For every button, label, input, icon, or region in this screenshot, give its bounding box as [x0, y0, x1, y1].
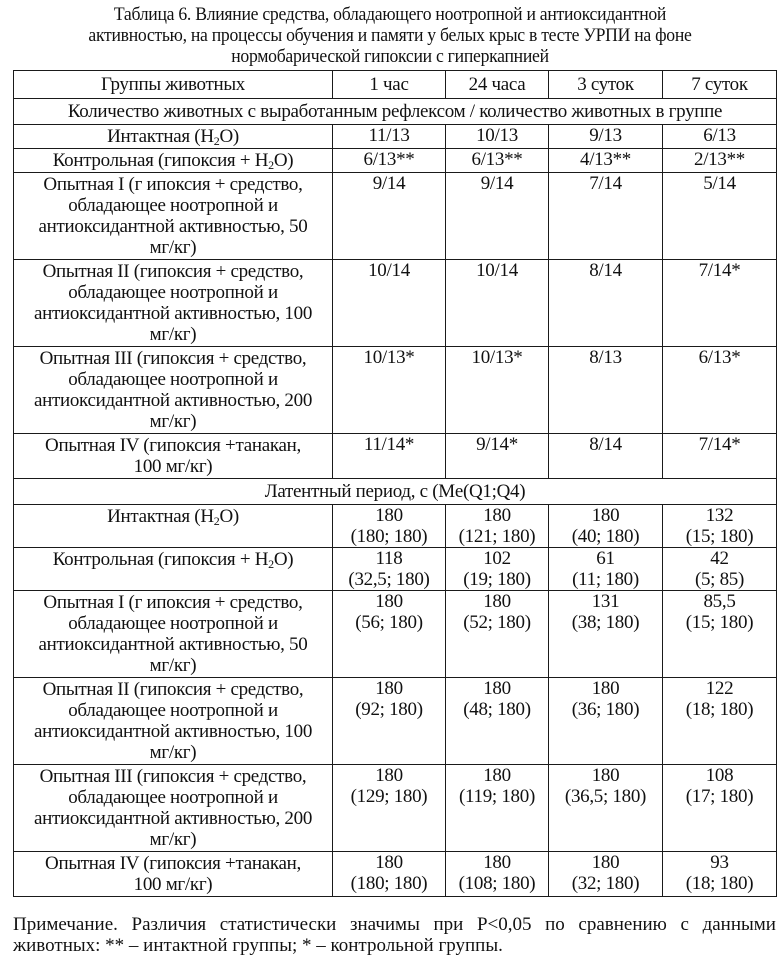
median-value: 131: [591, 591, 620, 612]
latency-value-cell: [333, 591, 446, 678]
section-header-row: [14, 99, 777, 125]
ratio-value-cell: 10/13*: [333, 347, 446, 434]
latency-value-cell: [549, 678, 663, 765]
ratio-value-cell: 9/14: [446, 173, 549, 260]
median-value: 180: [591, 505, 620, 526]
group-name-line: Опытная III (гипоксия + средство,: [39, 348, 307, 369]
ratio-value-cell: 7/14*: [663, 434, 777, 479]
section-title: Латентный период, с (Me(Q1;Q4): [14, 479, 777, 505]
note-word: с: [680, 914, 689, 935]
table-note: [13, 914, 776, 956]
table-row: [14, 260, 777, 347]
quartile-range: (32,5; 180): [348, 569, 430, 590]
median-value: 180: [591, 852, 620, 873]
median-value: 93: [710, 852, 729, 873]
table-row: [14, 548, 777, 591]
latency-value-cell: [333, 765, 446, 852]
latency-value-cell: [549, 591, 663, 678]
quartile-range: (129; 180): [350, 786, 428, 807]
section-title: Количество животных с выработанным рефлексом / количество животных в группе: [14, 99, 777, 125]
group-name-line: мг/кг): [149, 324, 197, 345]
median-value: 180: [483, 505, 511, 526]
table-caption: [27, 4, 752, 67]
quartile-range: (18; 180): [685, 873, 754, 894]
ratio-value-cell: 10/13: [446, 125, 549, 149]
ratio-value-cell: 9/13: [549, 125, 663, 149]
note-word: статистически: [219, 914, 337, 935]
caption-line: нормобарической гипоксии с гиперкапнией: [231, 46, 549, 67]
quartile-range: (38; 180): [571, 612, 640, 633]
quartile-range: (32; 180): [571, 873, 640, 894]
table-row: [14, 149, 777, 173]
group-name-cell: [14, 434, 333, 479]
median-value: 180: [483, 591, 511, 612]
latency-value-cell: [663, 591, 777, 678]
table-row: [14, 347, 777, 434]
median-value: 108: [705, 765, 734, 786]
latency-value-cell: [663, 548, 777, 591]
latency-value-cell: [549, 548, 663, 591]
ratio-value-cell: 11/13: [333, 125, 446, 149]
latency-value-cell: [333, 548, 446, 591]
latency-value-cell: [663, 852, 777, 897]
latency-value-cell: [446, 591, 549, 678]
subscript-2: 2: [268, 158, 274, 172]
quartile-range: (48; 180): [463, 699, 531, 720]
ratio-value-cell: 8/13: [549, 347, 663, 434]
median-value: 180: [375, 505, 403, 526]
quartile-range: (119; 180): [459, 786, 535, 807]
group-name-cell: [14, 149, 333, 173]
group-name-line: Опытная I (г ипоксия + средство,: [43, 174, 303, 195]
quartile-range: (15; 180): [685, 612, 754, 633]
latency-value-cell: [446, 505, 549, 548]
quartile-range: (36; 180): [571, 699, 640, 720]
note-word: значимы: [349, 914, 420, 935]
column-header-time: 24 часа: [446, 71, 549, 99]
table-row: [14, 591, 777, 678]
group-name-line: антиоксидантной активностью, 100: [33, 303, 313, 324]
median-value: 180: [375, 765, 403, 786]
note-word: данными: [702, 914, 776, 935]
ratio-value-cell: 7/14: [549, 173, 663, 260]
group-name-line: мг/кг): [149, 829, 197, 850]
group-name-line: антиоксидантной активностью, 200: [33, 808, 313, 829]
latency-value-cell: [549, 765, 663, 852]
group-name-line: Контрольная (гипоксия + $H_2O$): [52, 150, 294, 172]
median-value: 42: [710, 548, 729, 569]
column-header-group: Группы животных: [14, 71, 333, 99]
group-name-line: обладающее ноотропной и: [68, 613, 278, 634]
group-name-cell: [14, 591, 333, 678]
table-row: [14, 173, 777, 260]
group-name-line: мг/кг): [149, 237, 197, 258]
group-name-line: Опытная IV (гипоксия +танакан,: [45, 435, 301, 456]
group-name-line: обладающее ноотропной и: [68, 282, 278, 303]
group-name-line: обладающее ноотропной и: [68, 369, 278, 390]
median-value: 118: [375, 548, 403, 569]
section-header-row: [14, 479, 777, 505]
quartile-range: (15; 180): [685, 526, 754, 547]
note-line-1: [13, 914, 776, 935]
quartile-range: (121; 180): [458, 526, 536, 547]
latency-value-cell: [333, 678, 446, 765]
quartile-range: (180; 180): [350, 526, 428, 547]
latency-value-cell: [446, 678, 549, 765]
ratio-value-cell: 2/13**: [663, 149, 777, 173]
quartile-range: (52; 180): [463, 612, 531, 633]
ratio-value-cell: 6/13: [663, 125, 777, 149]
table-row: [14, 125, 777, 149]
latency-value-cell: [446, 548, 549, 591]
ratio-value-cell: 6/13*: [663, 347, 777, 434]
ratio-value-cell: 6/13**: [446, 149, 549, 173]
table-row: [14, 505, 777, 548]
latency-value-cell: [549, 505, 663, 548]
ratio-value-cell: 9/14: [333, 173, 446, 260]
group-name-line: мг/кг): [149, 655, 197, 676]
quartile-range: (19; 180): [463, 569, 531, 590]
latency-value-cell: [663, 765, 777, 852]
subscript-2: 2: [213, 514, 220, 528]
median-value: 85,5: [703, 591, 736, 612]
table-row: [14, 852, 777, 897]
latency-value-cell: [663, 505, 777, 548]
group-name-line: Опытная I (г ипоксия + средство,: [43, 592, 303, 613]
median-value: 180: [591, 678, 620, 699]
ratio-value-cell: 5/14: [663, 173, 777, 260]
column-header-time: 3 суток: [549, 71, 663, 99]
median-value: 180: [483, 678, 511, 699]
group-name-line: обладающее ноотропной и: [68, 787, 278, 808]
note-word: сравнению: [578, 914, 667, 935]
table-row: [14, 678, 777, 765]
median-value: 180: [375, 678, 403, 699]
ratio-value-cell: 9/14*: [446, 434, 549, 479]
group-name-line: Опытная II (гипоксия + средство,: [42, 261, 304, 282]
group-name-line: мг/кг): [149, 742, 197, 763]
median-value: 180: [483, 852, 511, 873]
group-name-cell: [14, 347, 333, 434]
results-table: [13, 70, 777, 897]
table-row: [14, 434, 777, 479]
group-name-line: Опытная II (гипоксия + средство,: [42, 679, 304, 700]
quartile-range: (108; 180): [458, 873, 536, 894]
group-name-line: антиоксидантной активностью, 200: [33, 390, 313, 411]
header-row: [14, 71, 777, 99]
median-value: 122: [705, 678, 734, 699]
median-value: 132: [705, 505, 734, 526]
column-header-time: 1 час: [333, 71, 446, 99]
latency-value-cell: [549, 852, 663, 897]
group-name-line: мг/кг): [149, 411, 197, 432]
group-name-line: антиоксидантной активностью, 50: [38, 216, 308, 237]
ratio-value-cell: 11/14*: [333, 434, 446, 479]
median-value: 180: [375, 852, 403, 873]
group-name-line: антиоксидантной активностью, 50: [38, 634, 308, 655]
latency-value-cell: [663, 678, 777, 765]
group-name-line: обладающее ноотропной и: [68, 195, 278, 216]
group-name-cell: [14, 260, 333, 347]
quartile-range: (5; 85): [694, 569, 745, 590]
subscript-2: 2: [268, 557, 274, 571]
group-name-line: Опытная III (гипоксия + средство,: [39, 766, 307, 787]
note-word: по: [545, 914, 565, 935]
quartile-range: (180; 180): [350, 873, 428, 894]
ratio-value-cell: 10/14: [446, 260, 549, 347]
column-header-time: 7 суток: [663, 71, 777, 99]
note-word: Примечание.: [13, 914, 118, 935]
group-name-line: антиоксидантной активностью, 100: [33, 721, 313, 742]
note-word: Различия: [131, 914, 207, 935]
group-name-cell: [14, 852, 333, 897]
group-name-line: Интактная $(H_2O)$: [107, 126, 239, 148]
table-row: [14, 765, 777, 852]
caption-line: Таблица 6. Влияние средства, обладающего ноотропной и антиоксидантной: [113, 4, 667, 25]
latency-value-cell: [446, 852, 549, 897]
note-word: при: [433, 914, 464, 935]
quartile-range: (36,5; 180): [564, 786, 647, 807]
median-value: 180: [483, 765, 511, 786]
note-line-2: животных: ** – интактной группы; * – контрольной группы.: [13, 935, 503, 956]
note-word: P<0,05: [476, 914, 532, 935]
subscript-2: 2: [213, 134, 220, 148]
ratio-value-cell: 4/13**: [549, 149, 663, 173]
median-value: 61: [596, 548, 615, 569]
group-name-line: Интактная $(H_2O)$: [107, 506, 239, 528]
median-value: 180: [375, 591, 403, 612]
group-name-line: 100 мг/кг): [133, 456, 213, 477]
ratio-value-cell: 6/13**: [333, 149, 446, 173]
quartile-range: (11; 180): [572, 569, 639, 590]
group-name-line: Контрольная (гипоксия + $H_2O$): [52, 549, 294, 571]
group-name-cell: [14, 125, 333, 149]
caption-line: активностью, на процессы обучения и памяти у белых крыс в тесте УРПИ на фоне: [88, 25, 692, 46]
group-name-cell: [14, 678, 333, 765]
median-value: 180: [591, 765, 620, 786]
ratio-value-cell: 7/14*: [663, 260, 777, 347]
ratio-value-cell: 8/14: [549, 434, 663, 479]
quartile-range: (56; 180): [355, 612, 423, 633]
quartile-range: (17; 180): [685, 786, 754, 807]
quartile-range: (18; 180): [685, 699, 754, 720]
ratio-value-cell: 8/14: [549, 260, 663, 347]
group-name-cell: [14, 505, 333, 548]
latency-value-cell: [446, 765, 549, 852]
ratio-value-cell: 10/14: [333, 260, 446, 347]
group-name-cell: [14, 173, 333, 260]
latency-value-cell: [333, 505, 446, 548]
group-name-cell: [14, 765, 333, 852]
group-name-line: Опытная IV (гипоксия +танакан,: [45, 853, 301, 874]
quartile-range: (92; 180): [355, 699, 423, 720]
group-name-cell: [14, 548, 333, 591]
group-name-line: обладающее ноотропной и: [68, 700, 278, 721]
group-name-line: 100 мг/кг): [133, 874, 213, 895]
latency-value-cell: [333, 852, 446, 897]
ratio-value-cell: 10/13*: [446, 347, 549, 434]
quartile-range: (40; 180): [571, 526, 640, 547]
median-value: 102: [483, 548, 511, 569]
